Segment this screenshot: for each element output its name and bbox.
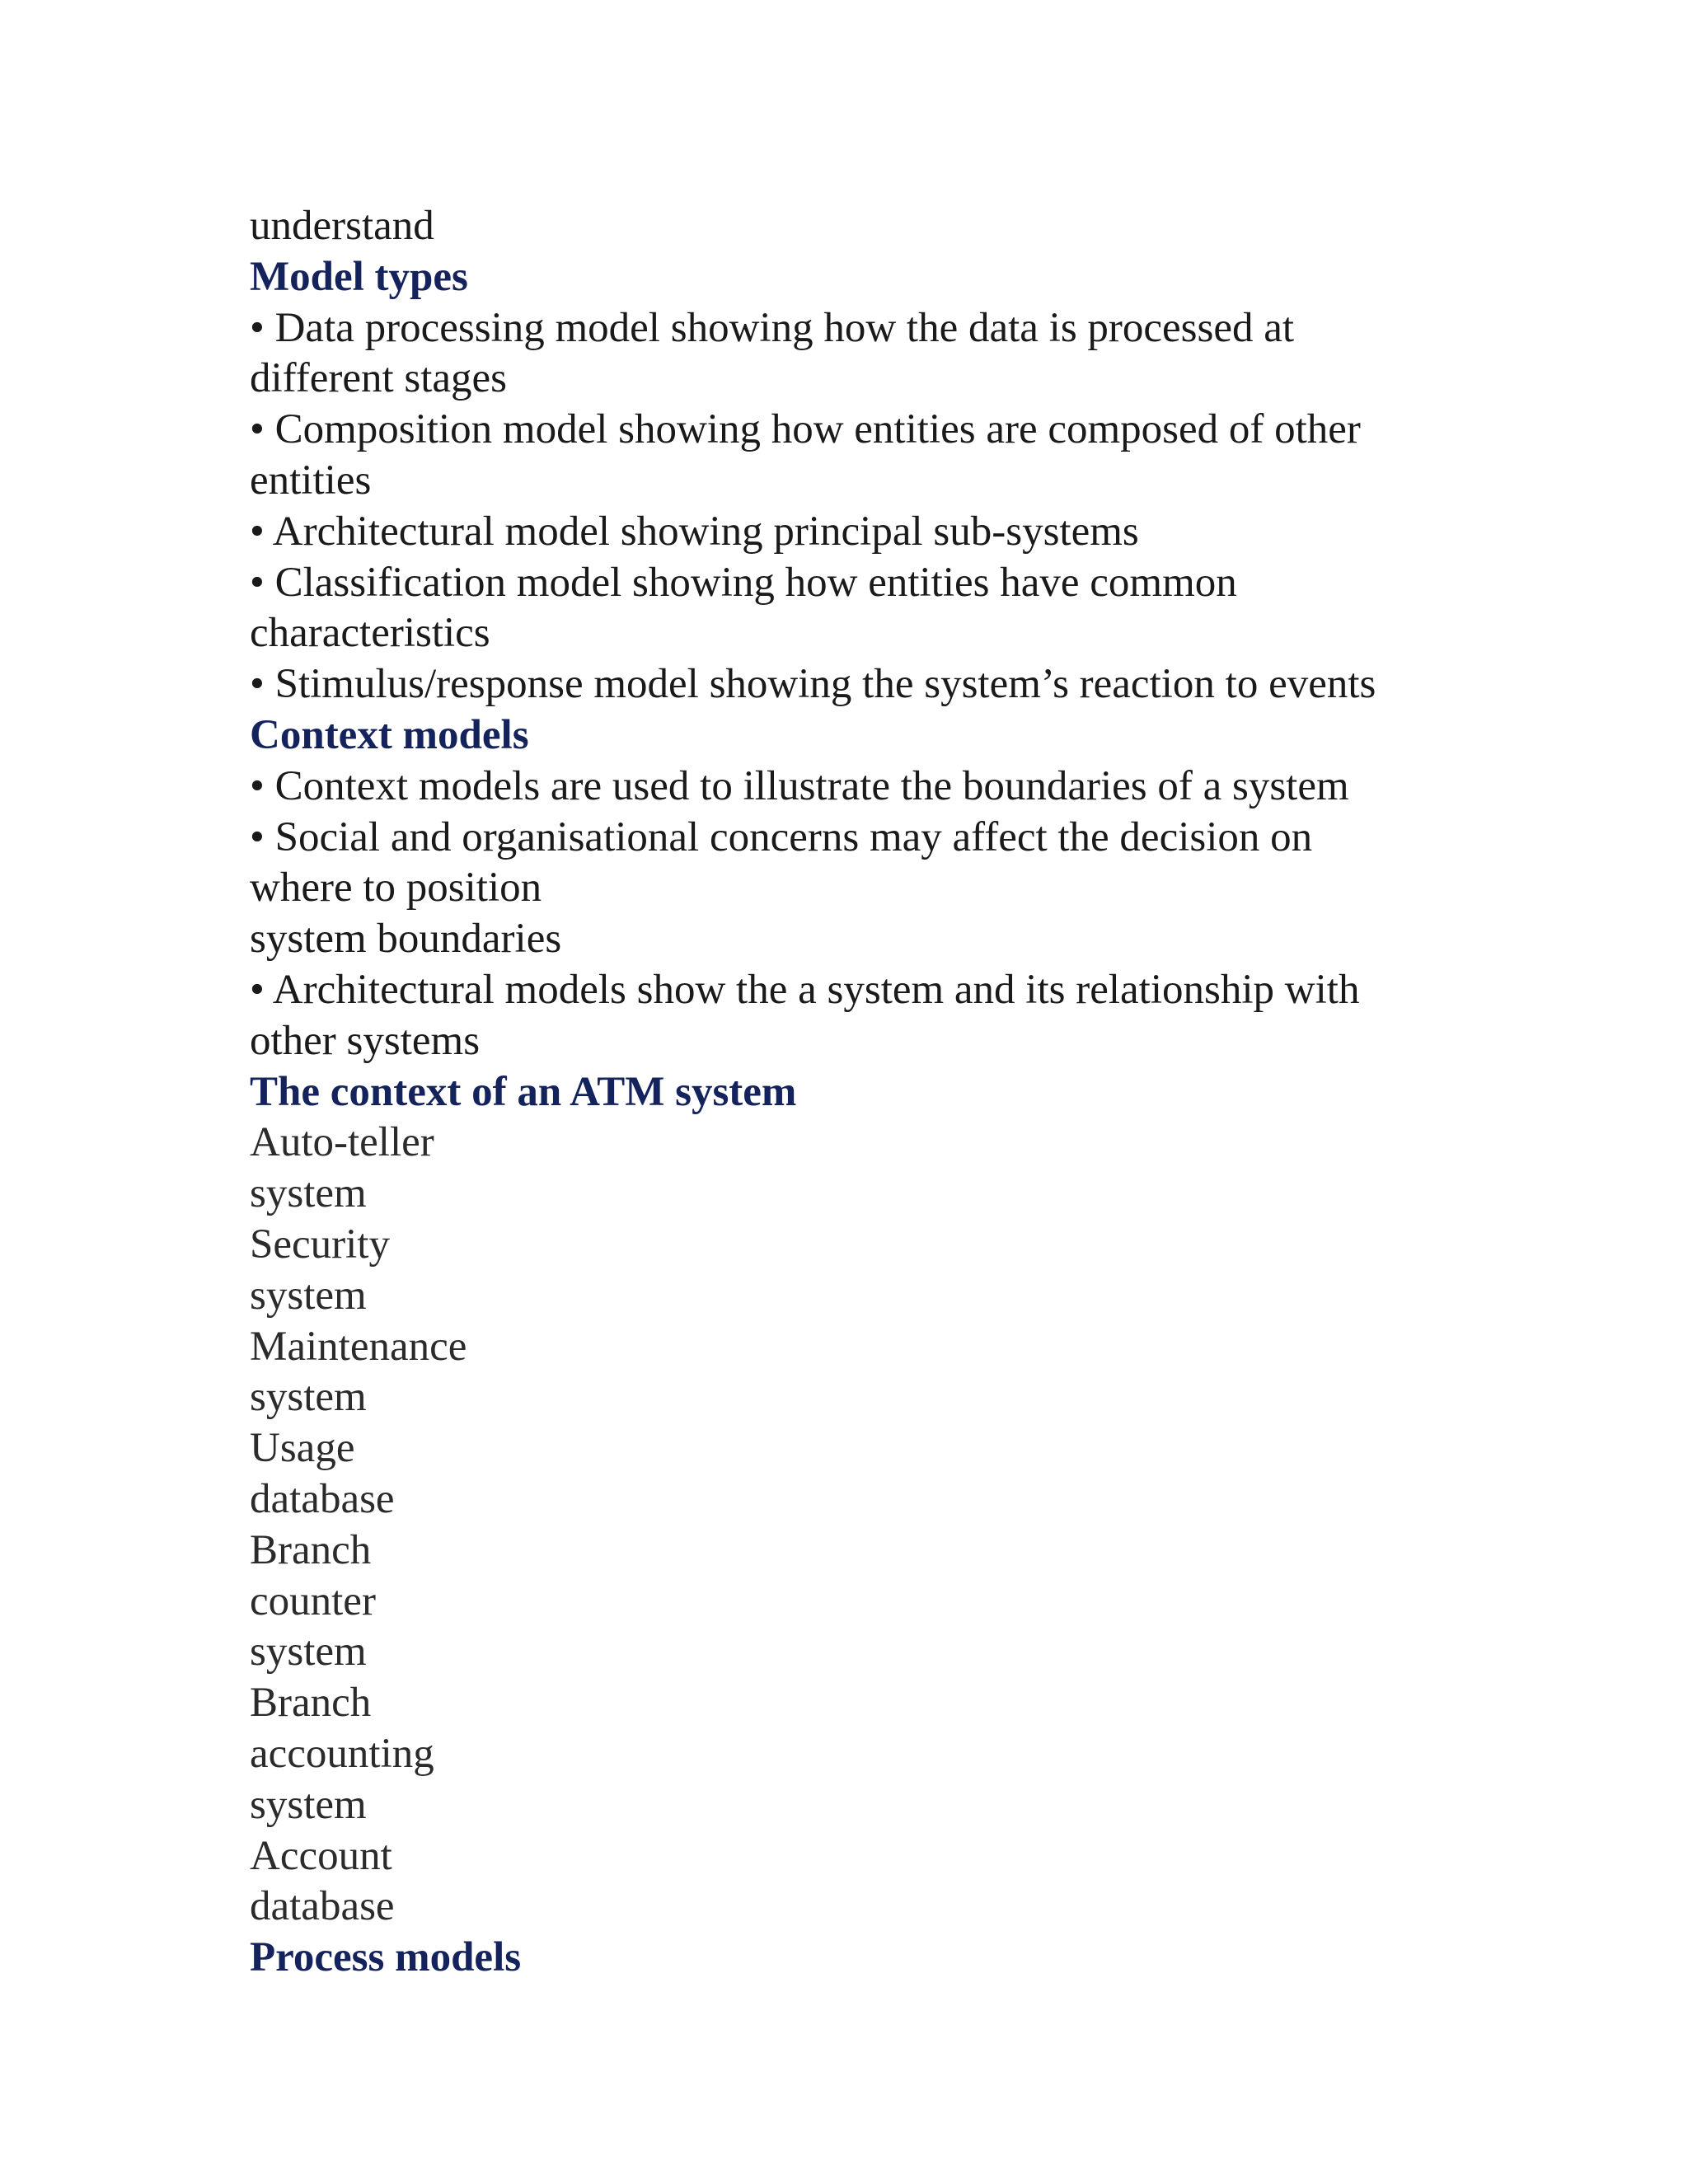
lead-line: understand (250, 203, 434, 249)
section-heading-process-models: Process models (250, 1934, 522, 1981)
context-models-line: • Context models are used to illustrate the boundaries of a system (250, 762, 1349, 809)
document-body (250, 201, 1536, 1984)
context-models-line: other systems (250, 1017, 481, 1064)
model-types-line: • Stimulus/response model showing the system’s reaction to events (250, 661, 1376, 708)
context-models-line: where to position (250, 865, 542, 912)
atm-context-line: Maintenance (250, 1323, 467, 1370)
section-heading-context-models: Context models (250, 711, 529, 758)
atm-context-line: Usage (250, 1425, 355, 1472)
model-types-line: different stages (250, 355, 508, 402)
model-types-line: characteristics (250, 610, 490, 657)
atm-context-line: system (250, 1170, 367, 1217)
model-types-line: entities (250, 457, 372, 504)
atm-context-line: Branch (250, 1680, 372, 1727)
atm-context-line: counter (250, 1577, 376, 1624)
model-types-line: • Classification model showing how entities have common (250, 559, 1237, 606)
atm-context-line: system (250, 1374, 367, 1421)
model-types-line: • Composition model showing how entities are composed of other (250, 406, 1361, 453)
atm-context-line: Auto-teller (250, 1119, 434, 1166)
atm-context-line: system (250, 1272, 367, 1319)
atm-context-line: accounting (250, 1730, 434, 1777)
model-types-line: • Data processing model showing how the data is processed at (250, 304, 1295, 351)
atm-context-line: system (250, 1629, 367, 1675)
context-models-line: • Architectural models show the a system and its relationship with (250, 966, 1360, 1013)
atm-context-line: system (250, 1781, 367, 1828)
section-heading-atm-context: The context of an ATM system (250, 1068, 797, 1115)
context-models-line: system boundaries (250, 916, 562, 963)
atm-context-line: Branch (250, 1526, 372, 1573)
atm-context-line: Security (250, 1221, 390, 1268)
model-types-line: • Architectural model showing principal sub-systems (250, 508, 1139, 555)
atm-context-line: database (250, 1475, 395, 1522)
section-heading-model-types: Model types (250, 253, 468, 300)
context-models-line: • Social and organisational concerns may affect the decision on (250, 813, 1313, 860)
atm-context-line: database (250, 1883, 395, 1930)
atm-context-line: Account (250, 1832, 392, 1879)
